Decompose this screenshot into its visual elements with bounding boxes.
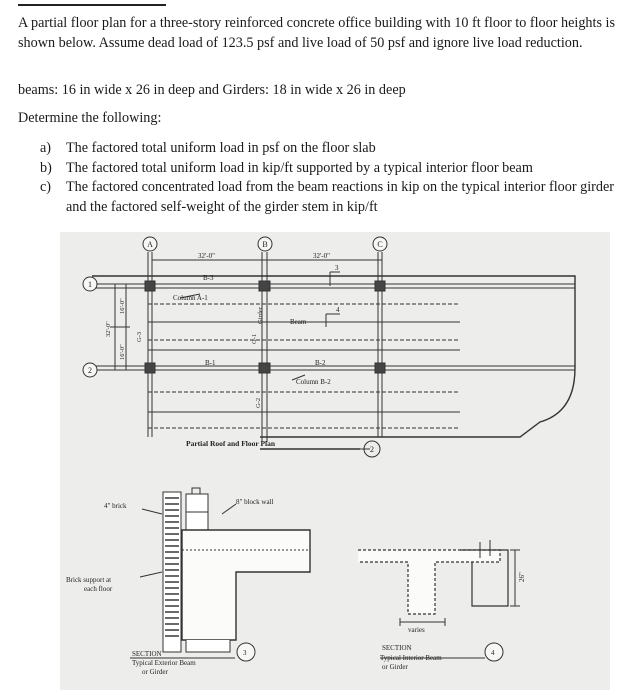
label-g3: G-3 <box>136 331 143 342</box>
beam-sizes: beams: 16 in wide x 26 in deep and Girders: 18 in wide x 26 in deep <box>18 82 406 98</box>
label-b3: B-3 <box>203 274 214 282</box>
label-brick-support-1: Brick support at <box>66 576 112 584</box>
label-b2: B-2 <box>315 359 326 367</box>
grid-label-2: 2 <box>88 366 92 375</box>
label-girder: Girder <box>257 307 264 324</box>
label-column-a1: Column A-1 <box>173 294 208 302</box>
determine-heading: Determine the following: <box>18 110 162 126</box>
slab-outline <box>92 276 575 437</box>
int-section-subtitle: or Girder <box>382 663 408 671</box>
dim-total: 32'-0" <box>105 321 112 337</box>
header-rule <box>18 4 166 6</box>
dim-span-ab: 32'-0" <box>198 252 215 260</box>
question-text: The factored total uniform load in psf on the floor slab <box>66 140 376 156</box>
grid-label-1: 1 <box>88 280 92 289</box>
ext-section-label: SECTION <box>132 650 162 658</box>
question-c <box>40 178 630 217</box>
dim-bay-1: 16'-0" <box>119 298 126 314</box>
question-b <box>40 159 630 179</box>
label-varies: varies <box>408 626 425 634</box>
label-column-b2: Column B-2 <box>296 378 331 386</box>
question-label: b) <box>40 159 52 176</box>
label-beam: Beam <box>290 318 307 326</box>
question-text: The factored concentrated load from the beam reactions in kip on the typical interior floor girder and the factored self-weight of the girder stem in kip/ft <box>66 179 614 215</box>
int-section-label: SECTION <box>382 644 412 652</box>
detail-number-4: 4 <box>491 649 495 657</box>
floor-plan <box>88 252 575 449</box>
question-list <box>40 139 630 217</box>
exterior-section <box>130 488 310 661</box>
plan-title: Partial Roof and Floor Plan <box>186 439 276 448</box>
detail-number-2: 2 <box>370 445 374 454</box>
ext-section-title: Typical Exterior Beam <box>132 659 196 667</box>
question-label: c) <box>40 179 52 195</box>
interior-section <box>358 540 520 661</box>
detail-number-3: 3 <box>243 649 247 657</box>
grid-label-a: A <box>147 240 153 249</box>
label-depth-26: 26" <box>518 572 526 582</box>
label-4in-brick: 4" brick <box>104 502 127 510</box>
grid-label-c: C <box>377 240 383 249</box>
ext-section-subtitle: or Girder <box>142 668 168 676</box>
question-a <box>40 139 630 159</box>
drawing-svg <box>60 232 610 690</box>
label-g2: G-2 <box>255 397 262 408</box>
grid-label-b: B <box>262 240 268 249</box>
structural-drawing <box>60 232 610 690</box>
label-8in-block-wall: 8" block wall <box>236 498 274 506</box>
label-g1: G-1 <box>251 333 258 344</box>
marker-3: 3 <box>335 264 339 272</box>
grid-bubbles <box>83 237 387 457</box>
dim-bay-2: 16'-0" <box>119 344 126 360</box>
label-b1: B-1 <box>205 359 216 367</box>
problem-intro: A partial floor plan for a three-story reinforced concrete office building with 10 ft floor to floor heights is shown below. Assume dead load of 123.5 psf and live load of 50 psf and ignore live load reduction. <box>18 15 616 51</box>
question-text: The factored total uniform load in kip/ft supported by a typical interior floor beam <box>66 159 533 176</box>
label-brick-support-2: each floor <box>84 585 113 593</box>
marker-4: 4 <box>336 306 340 314</box>
int-section-title: Typical Interior Beam <box>380 654 442 662</box>
question-label: a) <box>40 140 52 156</box>
dim-span-bc: 32'-0" <box>313 252 330 260</box>
